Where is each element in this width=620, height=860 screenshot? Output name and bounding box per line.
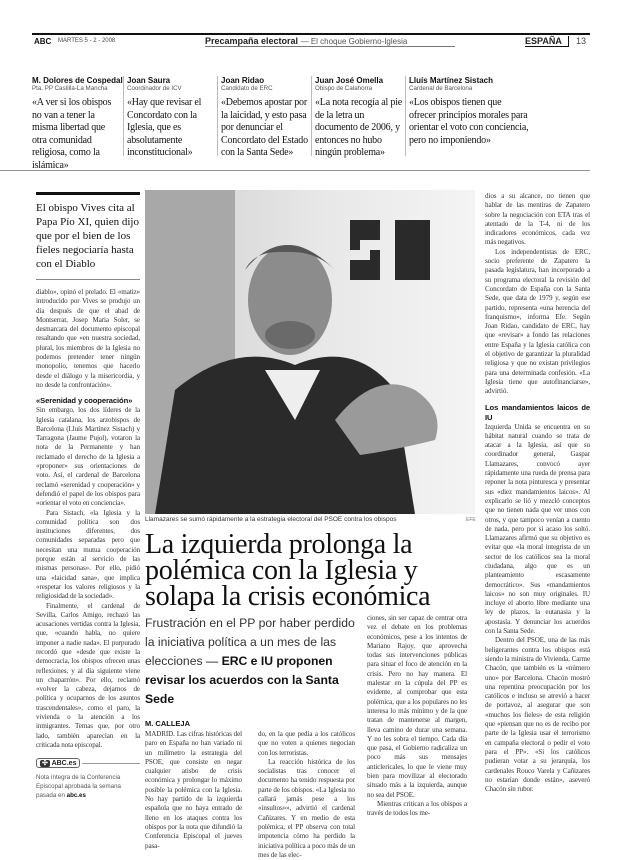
sidebar bbox=[36, 192, 140, 800]
quote-ridao: Joan Ridao Candidato de ERC «Debemos apostar por la laicidad, y esto pasa por denunciar el Concordato del Estado con la Santa Sede» bbox=[221, 76, 308, 158]
article-col-2: do, en la que pedía a los católicos que no voten a quienes negocian con los terroristas. La reacción histórica de los socialistas tras conocer el documento ha tenido respuesta por parte de los obispos. «La Iglesia no callará jamás pese a los «insultos»», advirtió el cardenal Cañizares. Y en medio de esta polémica, el PP observa con total impotencia cómo ha perdido la iniciativa política a poco más de un mes de las elec- bbox=[258, 730, 355, 859]
article-col-4: dios a su alcance, no tienen que hablar de las mentiras de Zapatero sobre la negociación con ETA tras el atentado de la T-4, ni de los indicadores económicos, cada vez más negativos. Los independentistas de ERC, socio preferente de Zapatero la pasada legislatura, han incorporado a su programa electoral la revisión del Concordato de España con la Santa Sede, que data de 1979 y, según ese partido, representa «una herencia del franquismo», informa Efe. Según Joan Ridao, candidato de ERC, hay que «revisar» a fondo las relaciones entre España y la Iglesia católica con el objetivo de garantizar la pluralidad religiosa y que no existan privilegios para una determinada confesión. «La Iglesia tiene que autofinanciarse», advirtió. Los mandamientos laicos de IU Izquierda Unida se encuentra en su hábitat natural cuando se trata de atacar a la Iglesia, así que su coordinador general, Gaspar Llamazares, convocó ayer rápidamente una rueda de prensa para reponer la nota pinturesca y presentar sus «diez mandamientos laicos». Al explicarlo se lió y mezcló conceptos que no tienen nada que ver unos con otros, y que tampoco venían a cuento de nada, pero por si acaso los soltó. Llamazares afirmó que su objetivo es evitar que «la moral integrista de un sector de los católicos sea la moral ciudadana, algo que es un planteamiento escasamente democrático». Sus «mandamientos laicos» no son muy originales. IU incluye el aborto libre mediante una ley de plazos, la eutanasia y la apostasía. Y denunciar los acuerdos con la Santa Sede. Dentro del PSOE, una de las más beligerantes contra los obispos está siendo la ministra de Vivienda, Carme Chacón, que también es la «número uno» por Barcelona. Chacón mostró una repentina preocupación por los católicos e incluso se atrevió a hacer de portavoz, al asegurar que son «muchos los fieles» de esta religión que «piensan que no es de recibo por parte de la Iglesia usar el terrorismo en campaña electoral o pedir el voto para el PP». «Si los católicos pudieran votar a su jerarquía, los cardenales Rouco Varela y Cañizares no estarían donde están», aseveró Chacón sin rubor. bbox=[485, 192, 590, 794]
photo-credit: EFE bbox=[466, 517, 476, 523]
main-article bbox=[145, 529, 467, 860]
sidebar-note: Nota íntegra de la Conferencia Episcopal aprobada la semana pasada en abc.es bbox=[36, 774, 121, 800]
header-date: MARTES 5 - 2 - 2008 bbox=[58, 38, 116, 44]
sidebar-rule bbox=[36, 192, 140, 195]
quote-cospedal: M. Dolores de Cospedal Pta. PP Castilla-La Mancha «A ver si los obispos no van a tener la misma libertad que otra comunidad religiosa, como la islámica» bbox=[32, 76, 123, 171]
abc-logo-icon: ✣ bbox=[42, 760, 48, 768]
sidebar-body: diablo», opinó el prelado. El «matiz» introducido por Vives se produjo un día después de que el abad de Montserrat, Josep Maria Soler, se desmarcara del documento episcopal resaltando que «en nuestra sociedad, plural, los miembros de la Iglesia no podemos pretender tener ningún monopolio, tenemos que hacerlo desde el diálogo y la misericordia, y no desde la confrontación». «Serenidad y cooperación» Sin embargo, los dos líderes de la Iglesia catalana, los arzobispos de Barcelona (Lluís Martínez Sistach) y Tarragona (Jaume Pujol), votaron la nota de la Permanente y han reclamado el derecho de la Iglesia a «proponer» sus orientaciones de voto. Así, el cardenal de Barcelona reclamó «serenidad y cooperación» y defendió el papel de los obispos para «orientar el voto en conciencia». Para Sistach, «la Iglesia y la comunidad política son dos instituciones diferentes, dos comunidades separadas pero que necesitan una mutua cooperación porque están al servicio de las mismas personas». Por ello, pidió una «laicidad sana», que implica «respetar los valores religiosos y la religiosidad de la sociedad». Finalmente, el cardenal de Sevilla, Carlos Amigo, rechazó las acusaciones vertidas contra la Iglesia, que, «cuando habla, no quiere imponer a nadie nada». El purpurado recordó que «desde que existe la democracia, los obispos ofrecen unas reflexiones, y al día siguiente viene un chaparrón». Por ello, reclamó «volver la cabeza, dejarnos de política y ocuparnos de los asuntos trascendentales», como el paro, la vivienda o la atención a los inmigrantes. Temas que, por otro lado, también aparecían en la criticada nota episcopal. bbox=[36, 288, 140, 749]
header-paper: ABC bbox=[34, 37, 52, 46]
article-headline: La izquierda prolonga la polémica con la Iglesia y solapa la crisis económica bbox=[145, 529, 431, 612]
quote-saura: Joan Saura Coordinador de ICV «Hay que revisar el Concordato con la Iglesia, que es absolutamente inconstitucional» bbox=[127, 76, 202, 158]
byline: M. CALLEJA bbox=[145, 719, 190, 728]
header-kicker: Precampaña electoral — El choque Gobierno-Iglesia bbox=[205, 36, 455, 47]
photo-caption: Llamazares se sumó rápidamente a la estrategia electoral del PSOE contra los obispos bbox=[145, 516, 397, 523]
abces-badge[interactable]: ✣ ABC.es bbox=[36, 758, 80, 768]
quote-sistach: Lluís Martínez Sistach Cardenal de Barcelona «Los obispos tienen que ofrecer principios morales para orientar el voto con conciencia, pero no imponiendo» bbox=[409, 76, 529, 146]
abces-rule bbox=[82, 763, 140, 764]
divider bbox=[217, 76, 218, 156]
photo-llamazares bbox=[145, 190, 475, 514]
divider bbox=[405, 76, 406, 156]
article-col-1: MADRID. Las cifras históricas del paro en España no han variado ni un milímetro la estrategia del PSOE, que consiste en negar cualquier atisbo de crisis económica y prolongar lo máximo posible la polémica con la Iglesia. No hay partido de la izquierda española que no haya entrado de lleno en los ataques contra los obispos por la nota que difundió la Conferencia Episcopal el jueves pasa- bbox=[145, 730, 242, 850]
page-number: 13 bbox=[576, 36, 587, 46]
section-label: ESPAÑA bbox=[525, 36, 569, 47]
article-subhead: Frustración en el PP por haber perdido la iniciativa política a un mes de las elecciones — ERC e IU proponen revisar los acuerdos con la Santa Sede bbox=[145, 616, 355, 706]
abces-row bbox=[36, 758, 140, 768]
quote-omella: Juan José Omella Obispo de Calahorra «La nota recogía al pie de la letra un documento de 2006, y entonces no hubo ningún problema» bbox=[315, 76, 403, 158]
sidebar-headline: El obispo Vives cita al Papa Pío XI, quien dijo que por el bien de los fieles negociaría hasta con el Diablo bbox=[36, 201, 140, 280]
divider bbox=[311, 76, 312, 156]
article-col-3: ciones, sin ser capaz de centrar otra vez el debate en los problemas económicos, pese a los intentos de Mariano Rajoy, que aprovecha todas sus intervenciones públicas para situar el foco de atención en la crisis. Pero no hay manera. El malestar en la cúpula del PP es evidente, al comprobar que esta polémica, que a los populares no les interesa lo más mínimo y de la que tratan de mantenerse al margen, lleva camino de durar una semana. Y no les sobra el tiempo. Cada día que pasa, el Gobierno radicaliza un poco más sus mensajes anticlericales, lo que le viene muy bien para movilizar al electorado situado más a la izquierda, aunque no sea del PSOE. Mientras critican a los obispos a través de todos los me- bbox=[367, 614, 467, 818]
abces-link[interactable]: abc.es bbox=[66, 792, 86, 800]
divider bbox=[0, 170, 590, 171]
divider bbox=[123, 76, 124, 156]
